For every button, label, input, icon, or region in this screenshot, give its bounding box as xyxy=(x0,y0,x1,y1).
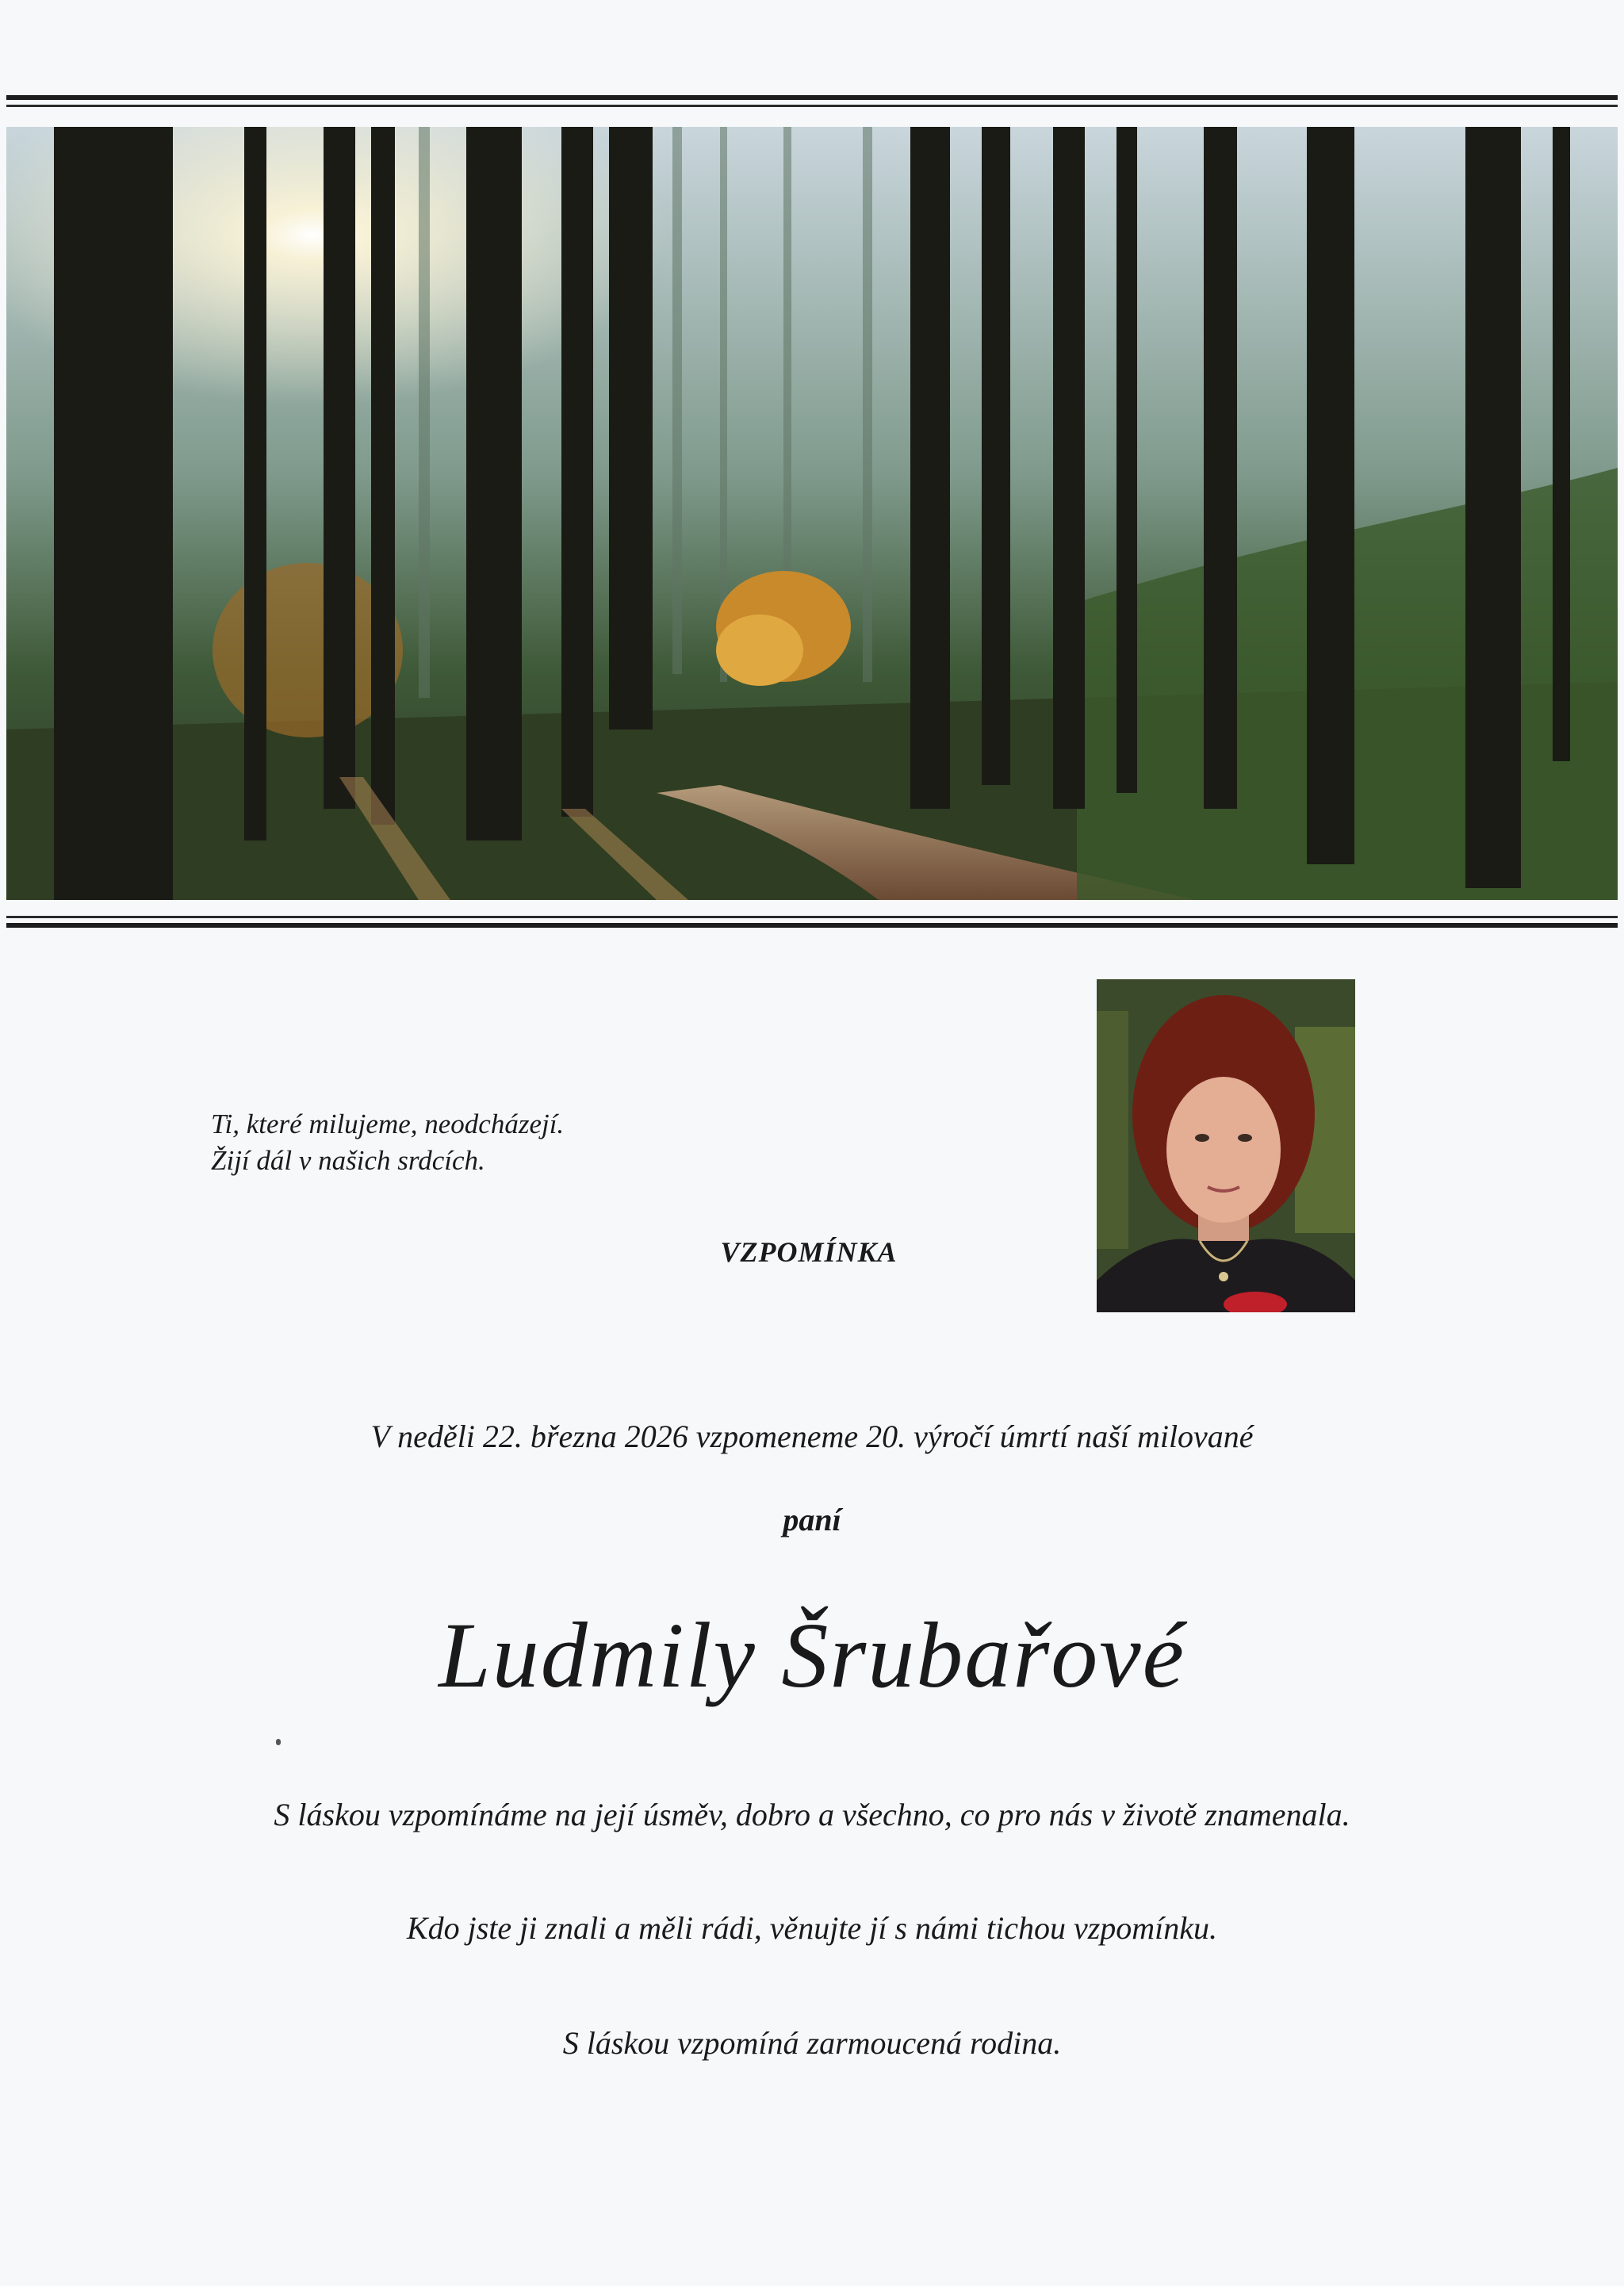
print-speck xyxy=(276,1739,281,1745)
memorial-quote xyxy=(211,1106,564,1179)
memorial-heading: VZPOMÍNKA xyxy=(720,1236,898,1268)
deceased-name: Ludmily Šrubařové xyxy=(439,1603,1185,1707)
forest-banner-image xyxy=(6,127,1618,900)
forest-illustration xyxy=(6,127,1618,900)
family-signature: S láskou vzpomíná zarmoucená rodina. xyxy=(562,2025,1062,2061)
quote-line-1: Ti, které milujeme, neodcházejí. xyxy=(211,1109,565,1139)
remembrance-line-2: Kdo jste ji znali a měli rádi, věnujte jí s námi tichou vzpomínku. xyxy=(406,1910,1218,1946)
announcement-text: V neděli 22. března 2026 vzpomeneme 20. výročí úmrtí naší milované xyxy=(370,1419,1254,1454)
quote-line-2: Žijí dál v našich srdcích. xyxy=(211,1145,485,1176)
remembrance-line-1: S láskou vzpomínáme na její úsměv, dobro a všechno, co pro nás v životě znamenala. xyxy=(274,1797,1350,1832)
top-double-rule xyxy=(6,95,1618,107)
bottom-double-rule xyxy=(6,916,1618,928)
portrait-photo xyxy=(1097,979,1355,1312)
honorific-title: paní xyxy=(783,1502,841,1537)
portrait-illustration xyxy=(1097,979,1355,1312)
